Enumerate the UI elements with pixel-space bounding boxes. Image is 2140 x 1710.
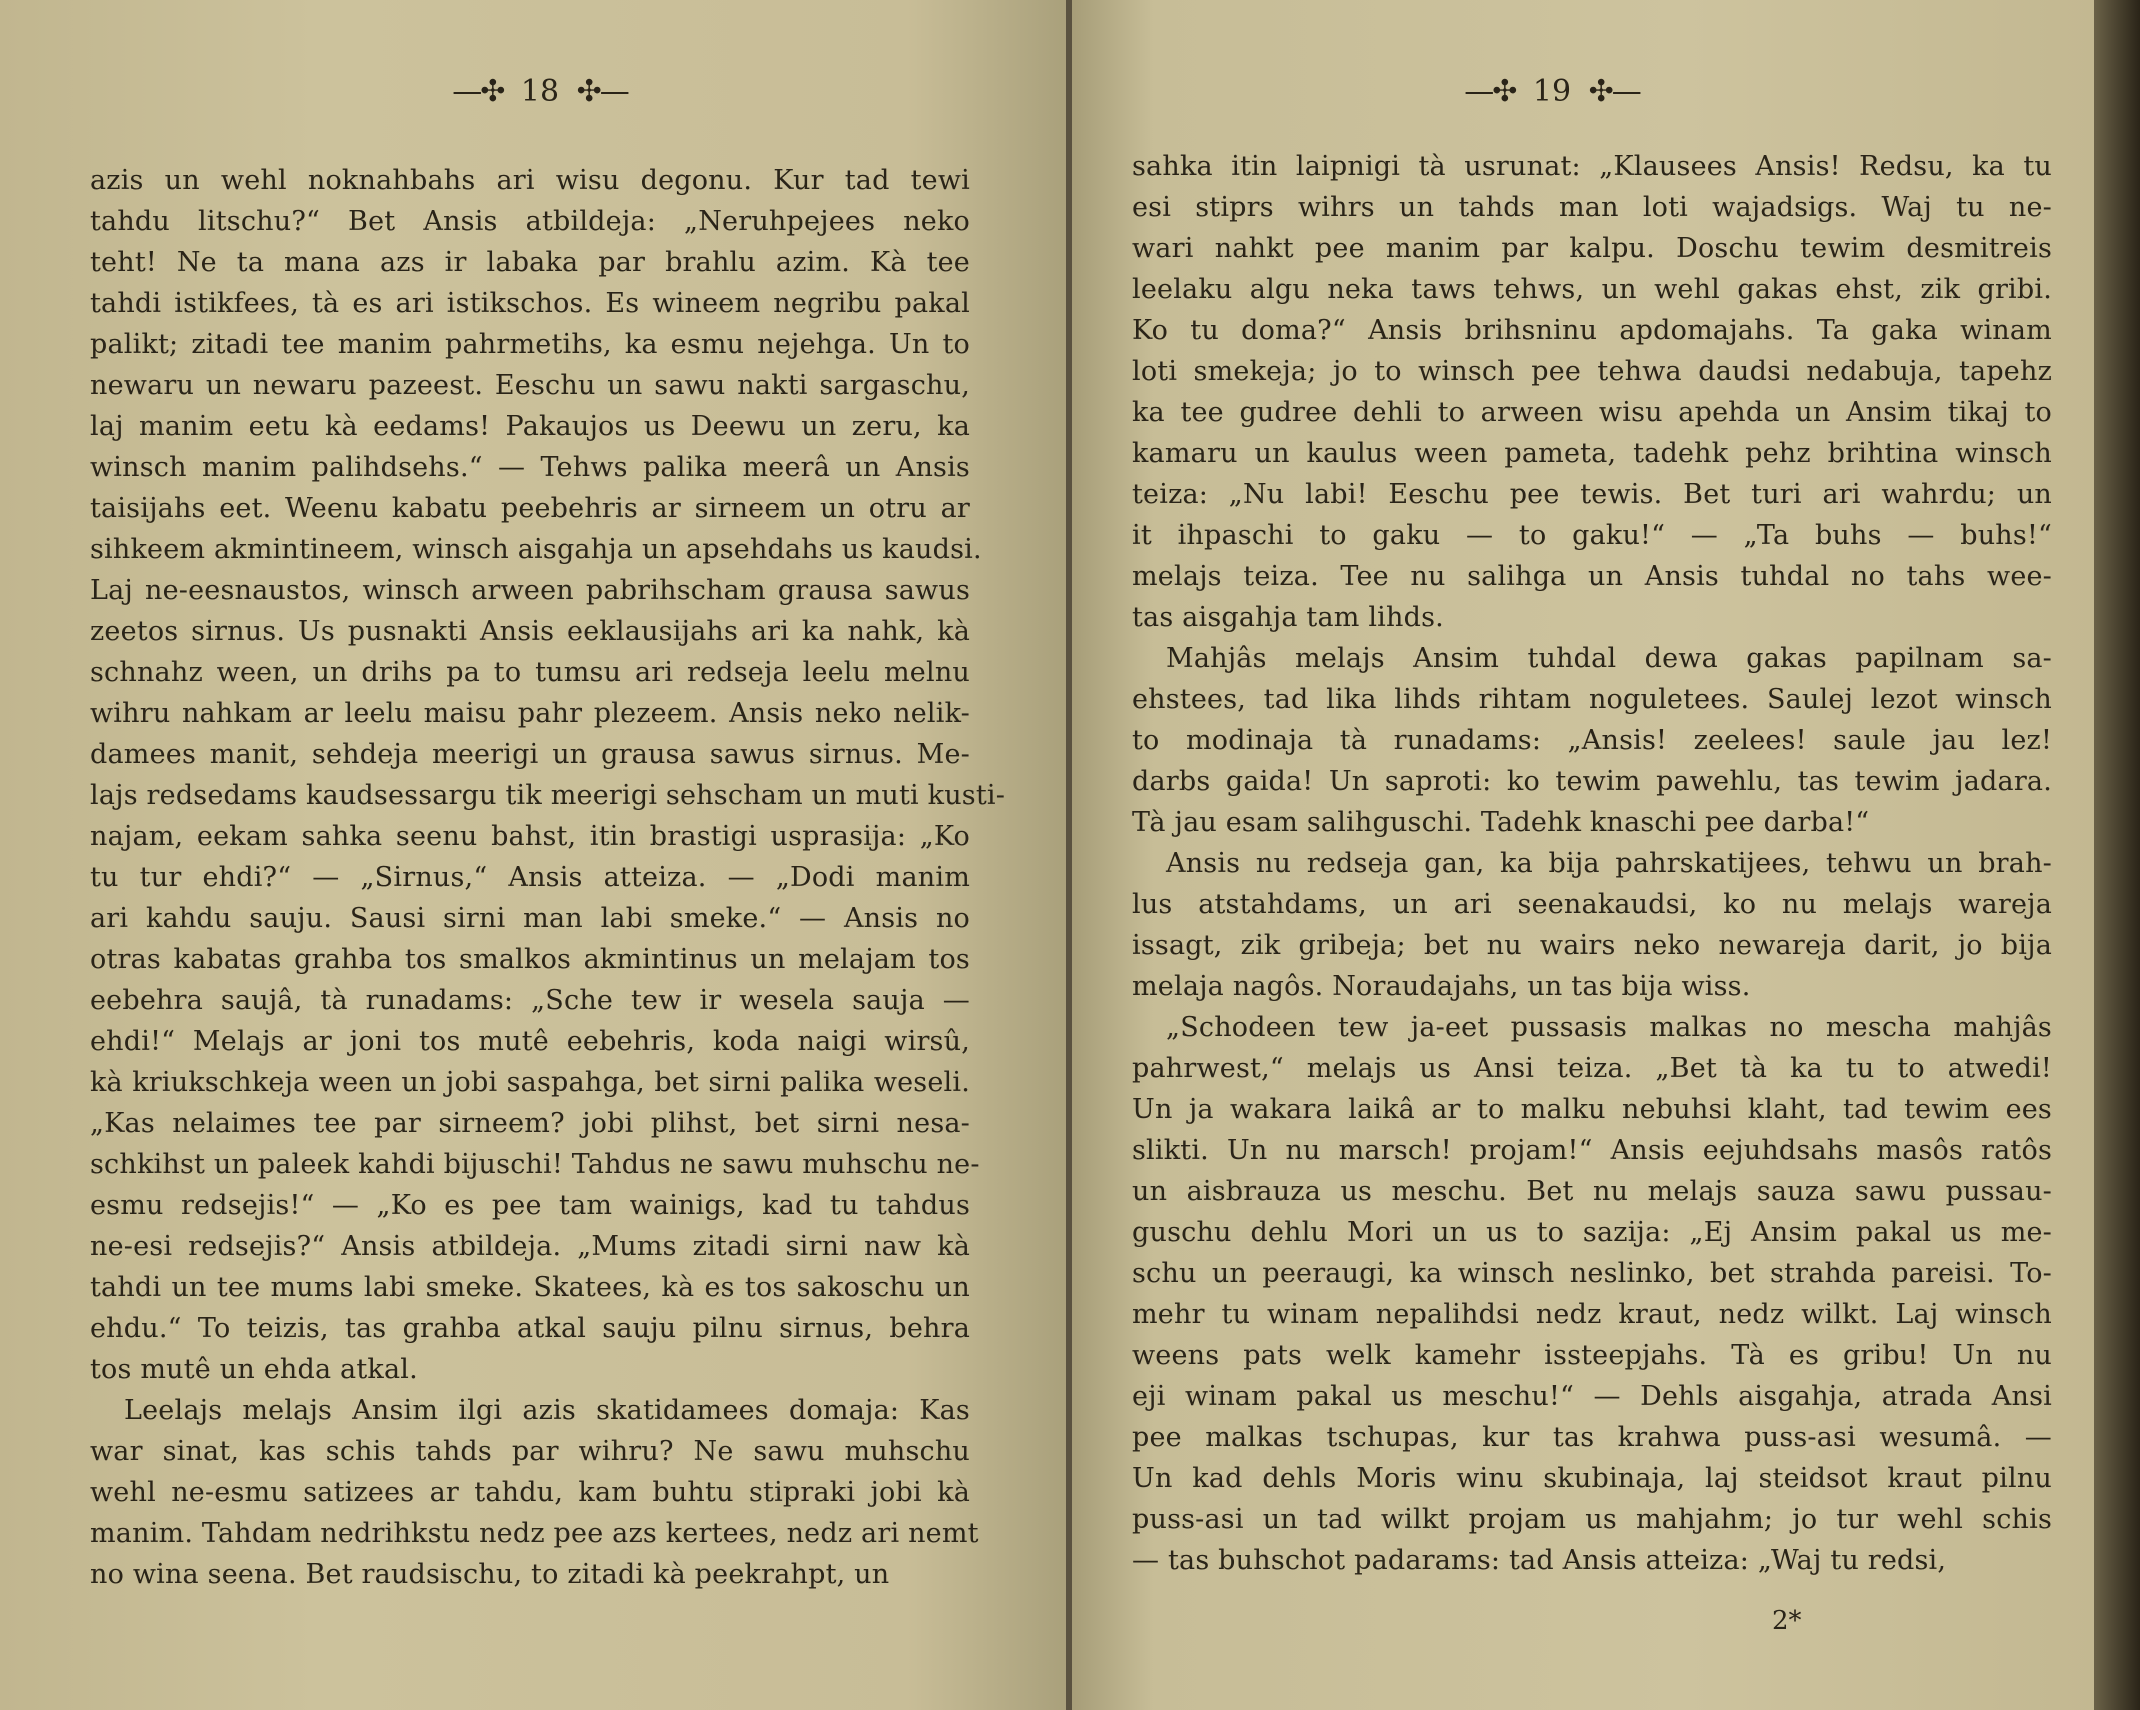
text-line: Leelajs melajs Ansim ilgi azis skatidamees domaja: Kas (124, 1395, 970, 1426)
text-line: schkihst un paleek kahdi bijuschi! Tahdus ne sawu muhschu ne- (90, 1149, 980, 1180)
text-line: tos mutê un ehda atkal. (90, 1354, 418, 1385)
text-line: sahka itin laipnigi tà usrunat: „Klausees Ansis! Redsu, ka tu (1132, 151, 2052, 182)
text-line: wehl ne-esmu satizees ar tahdu, kam buhtu stipraki jobi kà (90, 1477, 970, 1508)
text-line: ari kahdu sauju. Sausi sirni man labi smeke.“ — Ansis no (90, 903, 970, 934)
text-line: „Schodeen tew ja-eet pussasis malkas no mescha mahjâs (1166, 1012, 2052, 1043)
text-line: wihru nahkam ar leelu maisu pahr plezeem. Ansis neko nelik- (90, 698, 970, 729)
text-line: teiza: „Nu labi! Eeschu pee tewis. Bet turi ari wahrdu; un (1132, 479, 2052, 510)
text-line: issagt, zik gribeja; bet nu wairs neko newareja darit, jo bija (1132, 930, 2052, 961)
text-line: kà kriukschkeja ween un jobi saspahga, bet sirni palika weseli. (90, 1067, 970, 1098)
text-line: slikti. Un nu marsch! projam!“ Ansis eejuhdsahs masôs ratôs (1132, 1135, 2052, 1166)
text-line: „Kas nelaimes tee par sirneem? jobi plihst, bet sirni nesa- (90, 1108, 970, 1139)
text-line: lajs redsedams kaudsessargu tik meerigi sehscham un muti kusti- (90, 780, 1006, 811)
text-line: guschu dehlu Mori un us to sazija: „Ej Ansim pakal us me- (1132, 1217, 2052, 1248)
text-line: tahdu litschu?“ Bet Ansis atbildeja: „Neruhpejees neko (90, 206, 970, 237)
text-line: it ihpaschi to gaku — to gaku!“ — „Ta buhs — buhs!“ (1132, 520, 2052, 551)
text-line: Un ja wakara laikâ ar to malku nebuhsi klaht, tad tewim ees (1132, 1094, 2052, 1125)
ornament-left: —✣ (1464, 74, 1516, 109)
text-line: zeetos sirnus. Us pusnakti Ansis eeklausijahs ari ka nahk, kà (90, 616, 970, 647)
text-line: schu un peeraugi, ka winsch neslinko, bet strahda pareisi. To- (1132, 1258, 2052, 1289)
text-line: teht! Ne ta mana azs ir labaka par brahlu azim. Kà tee (90, 247, 970, 278)
text-line: sihkeem akmintineem, winsch aisgahja un apsehdahs us kaudsi. (90, 534, 982, 565)
text-line: damees manit, sehdeja meerigi un grausa sawus sirnus. Me- (90, 739, 970, 770)
text-line: manim. Tahdam nedrihkstu nedz pee azs kertees, nedz ari nemt (90, 1518, 979, 1549)
text-line: lus atstahdams, un ari seenakaudsi, ko nu melajs wareja (1132, 889, 2052, 920)
page-header (1452, 72, 1652, 112)
text-line: Un kad dehls Moris winu skubinaja, laj steidsot kraut pilnu (1132, 1463, 2052, 1494)
text-line: un aisbrauza us meschu. Bet nu melajs sauza sawu pussau- (1132, 1176, 2052, 1207)
text-line: darbs gaida! Un saproti: ko tewim pawehlu, tas tewim jadara. (1132, 766, 2052, 797)
text-line: leelaku algu neka taws tehws, un wehl gakas ehst, zik gribi. (1132, 274, 2052, 305)
text-line: otras kabatas grahba tos smalkos akmintinus un melajam tos (90, 944, 970, 975)
text-line: Mahjâs melajs Ansim tuhdal dewa gakas papilnam sa- (1166, 643, 2052, 674)
text-line: azis un wehl noknahbahs ari wisu degonu. Kur tad tewi (90, 165, 970, 196)
text-line: Tà jau esam salihguschi. Tadehk knaschi pee darba!“ (1132, 807, 1870, 838)
text-line: palikt; zitadi tee manim pahrmetihs, ka esmu nejehga. Un to (90, 329, 970, 360)
text-line: eji winam pakal us meschu!“ — Dehls aisgahja, atrada Ansi (1132, 1381, 2052, 1412)
text-line: laj manim eetu kà eedams! Pakaujos us Deewu un zeru, ka (90, 411, 970, 442)
ornament-left: —✣ (452, 74, 504, 109)
text-line: ehdi!“ Melajs ar joni tos mutê eebehris, koda naigi wirsû, (90, 1026, 970, 1057)
text-line: mehr tu winam nepalihdsi nedz kraut, nedz wilkt. Laj winsch (1132, 1299, 2052, 1330)
text-line: ehstees, tad lika lihds rihtam noguletees. Saulej lezot winsch (1132, 684, 2052, 715)
text-line: tu tur ehdi?“ — „Sirnus,“ Ansis atteiza. — „Dodi manim (90, 862, 970, 893)
text-line: pee malkas tschupas, kur tas krahwa puss-asi wesumâ. — (1132, 1422, 2052, 1453)
ornament-right: ✣— (1588, 74, 1640, 109)
text-line: Ko tu doma?“ Ansis brihsninu apdomajahs. Ta gaka winam (1132, 315, 2052, 346)
page-body-text (90, 160, 1006, 1595)
text-line: ne-esi redsejis?“ Ansis atbildeja. „Mums zitadi sirni naw kà (90, 1231, 970, 1262)
text-line: newaru un newaru pazeest. Eeschu un sawu nakti sargaschu, (90, 370, 970, 401)
text-line: eebehra saujâ, tà runadams: „Sche tew ir wesela sauja — (90, 985, 970, 1016)
text-line: melajs teiza. Tee nu salihga un Ansis tuhdal no tahs wee- (1132, 561, 2052, 592)
text-line: esmu redsejis!“ — „Ko es pee tam wainigs, kad tu tahdus (90, 1190, 970, 1221)
text-line: esi stiprs wihrs un tahds man loti wajadsigs. Waj tu ne- (1132, 192, 2052, 223)
text-line: ehdu.“ To teizis, tas grahba atkal sauju pilnu sirnus, behra (90, 1313, 970, 1344)
text-line: tahdi un tee mums labi smeke. Skatees, kà es tos sakoschu un (90, 1272, 970, 1303)
text-line: pahrwest,“ melajs us Ansi teiza. „Bet tà ka tu to atwedi! (1132, 1053, 2052, 1084)
text-line: to modinaja tà runadams: „Ansis! zeelees! saule jau lez! (1132, 725, 2052, 756)
text-line: najam, eekam sahka seenu bahst, itin brastigi usprasija: „Ko (90, 821, 970, 852)
text-line: winsch manim palihdsehs.“ — Tehws palika meerâ un Ansis (90, 452, 970, 483)
text-line: no wina seena. Bet raudsischu, to zitadi kà peekrahpt, un (90, 1559, 890, 1590)
text-line: ka tee gudree dehli to arween wisu apehda un Ansim tikaj to (1132, 397, 2052, 428)
page-header (440, 72, 640, 112)
text-line: schnahz ween, un drihs pa to tumsu ari redseja leelu melnu (90, 657, 970, 688)
page-number: 18 (520, 74, 560, 109)
right-page (1072, 0, 2094, 1710)
text-line: Ansis nu redseja gan, ka bija pahrskatijees, tehwu un brah- (1166, 848, 2052, 879)
text-line: — tas buhschot padarams: tad Ansis atteiza: „Waj tu redsi, (1132, 1545, 1947, 1576)
text-line: puss-asi un tad wilkt projam us mahjahm; jo tur wehl schis (1132, 1504, 2052, 1535)
text-line: wari nahkt pee manim par kalpu. Doschu tewim desmitreis (1132, 233, 2052, 264)
left-page (0, 0, 1068, 1710)
book-edge (2094, 0, 2140, 1710)
signature-mark: 2* (1772, 1606, 1802, 1636)
page-number: 19 (1532, 74, 1572, 109)
text-line: taisijahs eet. Weenu kabatu peebehris ar sirneem un otru ar (90, 493, 970, 524)
text-line: Laj ne-eesnaustos, winsch arween pabrihscham grausa sawus (90, 575, 970, 606)
text-line: kamaru un kaulus ween pameta, tadehk pehz brihtina winsch (1132, 438, 2052, 469)
page-body-text (1132, 146, 2052, 1581)
text-line: melaja nagôs. Noraudajahs, un tas bija wiss. (1132, 971, 1751, 1002)
ornament-right: ✣— (576, 74, 628, 109)
text-line: tas aisgahja tam lihds. (1132, 602, 1444, 633)
text-line: tahdi istikfees, tà es ari istikschos. Es wineem negribu pakal (90, 288, 970, 319)
text-line: loti smekeja; jo to winsch pee tehwa daudsi nedabuja, tapehz (1132, 356, 2052, 387)
text-line: weens pats welk kamehr issteepjahs. Tà es gribu! Un nu (1132, 1340, 2052, 1371)
text-line: war sinat, kas schis tahds par wihru? Ne sawu muhschu (90, 1436, 970, 1467)
